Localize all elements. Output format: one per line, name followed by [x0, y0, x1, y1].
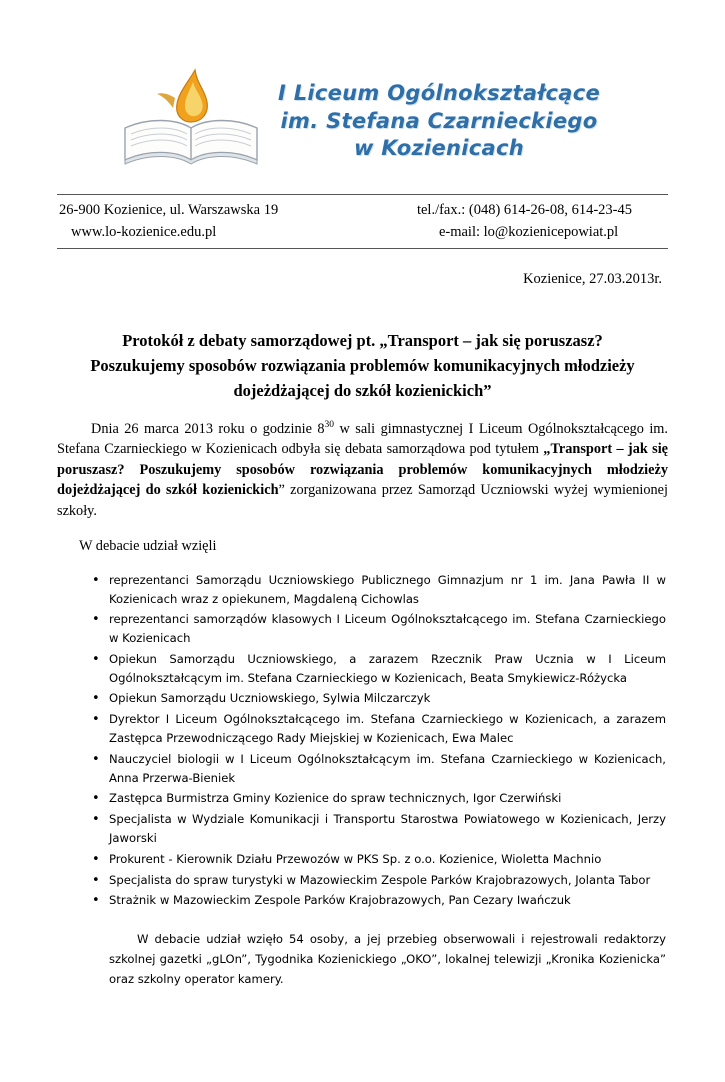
participants-list — [57, 571, 668, 910]
list-item: • Zastępca Burmistrza Gminy Kozienice do spraw technicznych, Igor Czerwiński — [109, 789, 668, 808]
list-item: • reprezentanci samorządów klasowych I Liceum Ogólnokształcącego im. Stefana Czarnieckiego w Kozienicach — [109, 610, 668, 648]
contact-right — [417, 200, 668, 244]
list-item: • Nauczyciel biologii w I Liceum Ogólnokształcącym im. Stefana Czarnieckiego w Kozienicach, Anna Przerwa-Bieniek — [109, 750, 668, 788]
list-item: • Opiekun Samorządu Uczniowskiego, a zarazem Rzecznik Praw Ucznia w I Liceum Ogólnokształcącym im. Stefana Czarnieckiego w Kozienicach, Beata Smykiewicz-Różycka — [109, 650, 668, 688]
intro-part-3: ” zorganizowana przez Samorząd Uczniowski wyżej wymienionej szkoły. — [57, 482, 668, 520]
date-line: Kozienice, 27.03.2013r. — [523, 270, 662, 287]
participants-lead: W debacie udział wzięli — [79, 537, 217, 554]
letterhead — [57, 58, 668, 188]
list-item: • Specjalista do spraw turystyki w Mazowieckim Zespole Parków Krajobrazowych, Jolanta Tabor — [109, 871, 668, 890]
list-item: • reprezentanci Samorządu Uczniowskiego Publicznego Gimnazjum nr 1 im. Jana Pawła II w Kozienicach wraz z opiekunem, Magdaleną Cichowlas — [109, 571, 668, 609]
closing-paragraph: W debacie udział wzięło 54 osoby, a jej przebieg obserwowali i rejestrowali redaktorzy szkolnej gazetki „gLOn”, Tygodnika Kozienickiego „OKO”, lokalnej telewizji „Kronika Kozienicka” oraz szkolny operator kamery. — [109, 932, 666, 986]
contact-left — [57, 200, 278, 244]
school-email[interactable]: e-mail: lo@kozienicepowiat.pl — [438, 223, 619, 240]
school-phone: tel./fax.: (048) 614-26-08, 614-23-45 — [416, 202, 632, 218]
intro-paragraph — [57, 419, 668, 522]
intro-bold-quote: „Transport – jak się poruszasz? Poszukujemy sposobów rozwiązania problemów komunikacyjnych młodzieży dojeżdżającej do szkół kozienickich — [57, 441, 669, 499]
list-item: • Dyrektor I Liceum Ogólnokształcącego im. Stefana Czarnieckiego w Kozienicach, a zarazem Zastępca Przewodniczącego Rady Miejskiej w Kozienicach, Ewa Malec — [109, 710, 668, 748]
list-item: • Strażnik w Mazowieckim Zespole Parków Krajobrazowych, Pan Cezary Iwańczuk — [109, 891, 668, 910]
intro-superscript: 30 — [324, 419, 335, 430]
list-item: • Prokurent - Kierownik Działu Przewozów w PKS Sp. z o.o. Kozienice, Wioletta Machnio — [109, 850, 668, 869]
school-address: 26-900 Kozienice, ul. Warszawska 19 — [59, 202, 279, 218]
list-item: • Specjalista w Wydziale Komunikacji i Transportu Starostwa Powiatowego w Kozienicach, Jerzy Jaworski — [109, 810, 668, 848]
list-item: • Opiekun Samorządu Uczniowskiego, Sylwia Milczarczyk — [109, 689, 668, 708]
school-website[interactable]: www.lo-kozienice.edu.pl — [71, 223, 217, 240]
school-name-line-2: im. Stefana Czarnieckiego — [280, 108, 598, 133]
divider-bottom — [57, 248, 668, 249]
school-name-line-3: w Kozienicach — [354, 136, 524, 161]
intro-part-2: w sali gimnastycznej I Liceum Ogólnokształcącego im. Stefana Czarnieckiego w Kozienicach odbyła się debata samorządowa pod tytułem — [57, 420, 668, 458]
school-name — [229, 80, 649, 163]
contact-block — [57, 195, 668, 248]
intro-part-1: Dnia 26 marca 2013 roku o godzinie 8 — [91, 420, 325, 437]
page-title: Protokół z debaty samorządowej pt. „Transport – jak się poruszasz? Poszukujemy sposobów rozwiązania problemów komunikacyjnych młodzieży dojeżdżającej do szkół kozienickich” — [90, 330, 635, 400]
document-page — [0, 58, 725, 1082]
school-name-line-1: I Liceum Ogólnokształcące — [277, 81, 600, 105]
